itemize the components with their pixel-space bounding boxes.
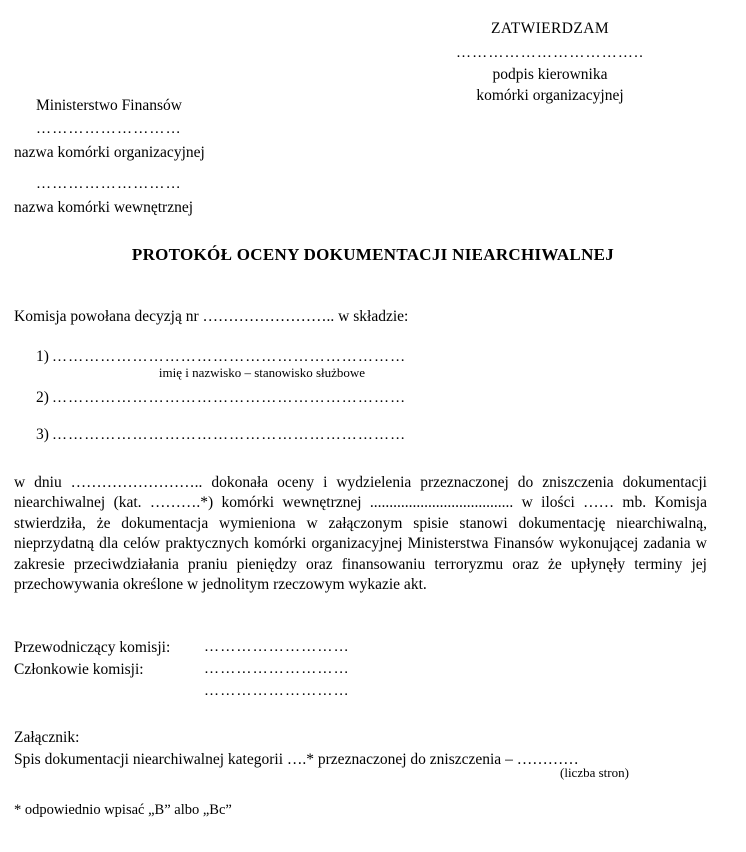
member-dots-2: …………………………………………………………: [52, 390, 407, 406]
main-paragraph: w dniu …………………….. dokonała oceny i wydzielenia przeznaczonej do zniszczenia dokumentacji niearchiwalnej (kat. ……….*) komórki wewnętrznej ..................................... w ilości …… mb. Komisja stwierdziła, że dokumentacja wymieniona w załączonym spisie stanowi dokumentację niearchiwalną, nieprzydatną dla celów praktycznych komórki organizacyjnej Ministerstwa Finansów wykonującej zadania w zakresie przeciwdziałania praniu pieniędzy oraz finansowaniu terroryzmu oraz że upłynęły terminy jej przechowywania określone w jednolitym rzeczowym wykazie akt.: [14, 474, 707, 594]
list-item: [14, 348, 714, 366]
members-row: [14, 659, 514, 681]
chairman-label: Przewodniczący komisji:: [14, 639, 171, 656]
member-caption: imię i nazwisko – stanowisko służbowe: [158, 365, 366, 380]
approval-caption-line2: komórki organizacyjnej: [476, 87, 624, 105]
member-number-2: 2): [36, 389, 49, 406]
member-dots-3: …………………………………………………………: [52, 427, 407, 443]
committee-intro-before: Komisja powołana decyzją nr: [14, 308, 203, 325]
approval-block: [420, 18, 680, 107]
approval-signature-dots: ……………………………..: [455, 45, 645, 62]
internal-unit-caption: nazwa komórki wewnętrznej: [14, 198, 194, 216]
members-dots-extra: ………………………: [204, 683, 350, 699]
ministry-name: Ministerstwo Finansów: [36, 97, 182, 114]
members-label: Członkowie komisji:: [14, 661, 144, 678]
committee-decision-dots: ……………………..: [202, 308, 335, 325]
signature-block: [14, 637, 514, 702]
committee-intro: [14, 308, 714, 326]
member-number-3: 3): [36, 426, 49, 443]
internal-unit-dots: ………………………: [36, 176, 182, 192]
page-title: PROTOKÓŁ OCENY DOKUMENTACJI NIEARCHIWALNEJ: [131, 245, 615, 264]
approval-title: ZATWIERDZAM: [490, 20, 610, 37]
members-dots: ………………………: [204, 661, 350, 677]
list-item: [14, 389, 714, 407]
chairman-dots: ………………………: [204, 639, 350, 655]
attachment-note: (liczba stron): [560, 765, 629, 780]
org-block-unit: [14, 94, 205, 164]
attachment-line: Spis dokumentacji niearchiwalnej kategorii ….* przeznaczonej do zniszczenia – …………: [14, 751, 579, 769]
member-dots-1: …………………………………………………………: [52, 349, 407, 365]
org-unit-dots: ………………………: [36, 121, 182, 138]
member-number-1: 1): [36, 348, 49, 365]
footnote: * odpowiednio wpisać „B” albo „Bc”: [14, 802, 232, 818]
org-block-internal-unit: [14, 173, 193, 219]
committee-members-list: [14, 348, 714, 444]
org-unit-caption: nazwa komórki organizacyjnej: [14, 143, 205, 161]
chairman-row: [14, 637, 514, 659]
list-item: [14, 426, 714, 444]
list-spacer: [14, 407, 714, 426]
committee-intro-after: w składzie:: [334, 308, 409, 325]
attachment-label: Załącznik:: [14, 729, 80, 746]
approval-caption-line1: podpis kierownika: [492, 66, 608, 84]
